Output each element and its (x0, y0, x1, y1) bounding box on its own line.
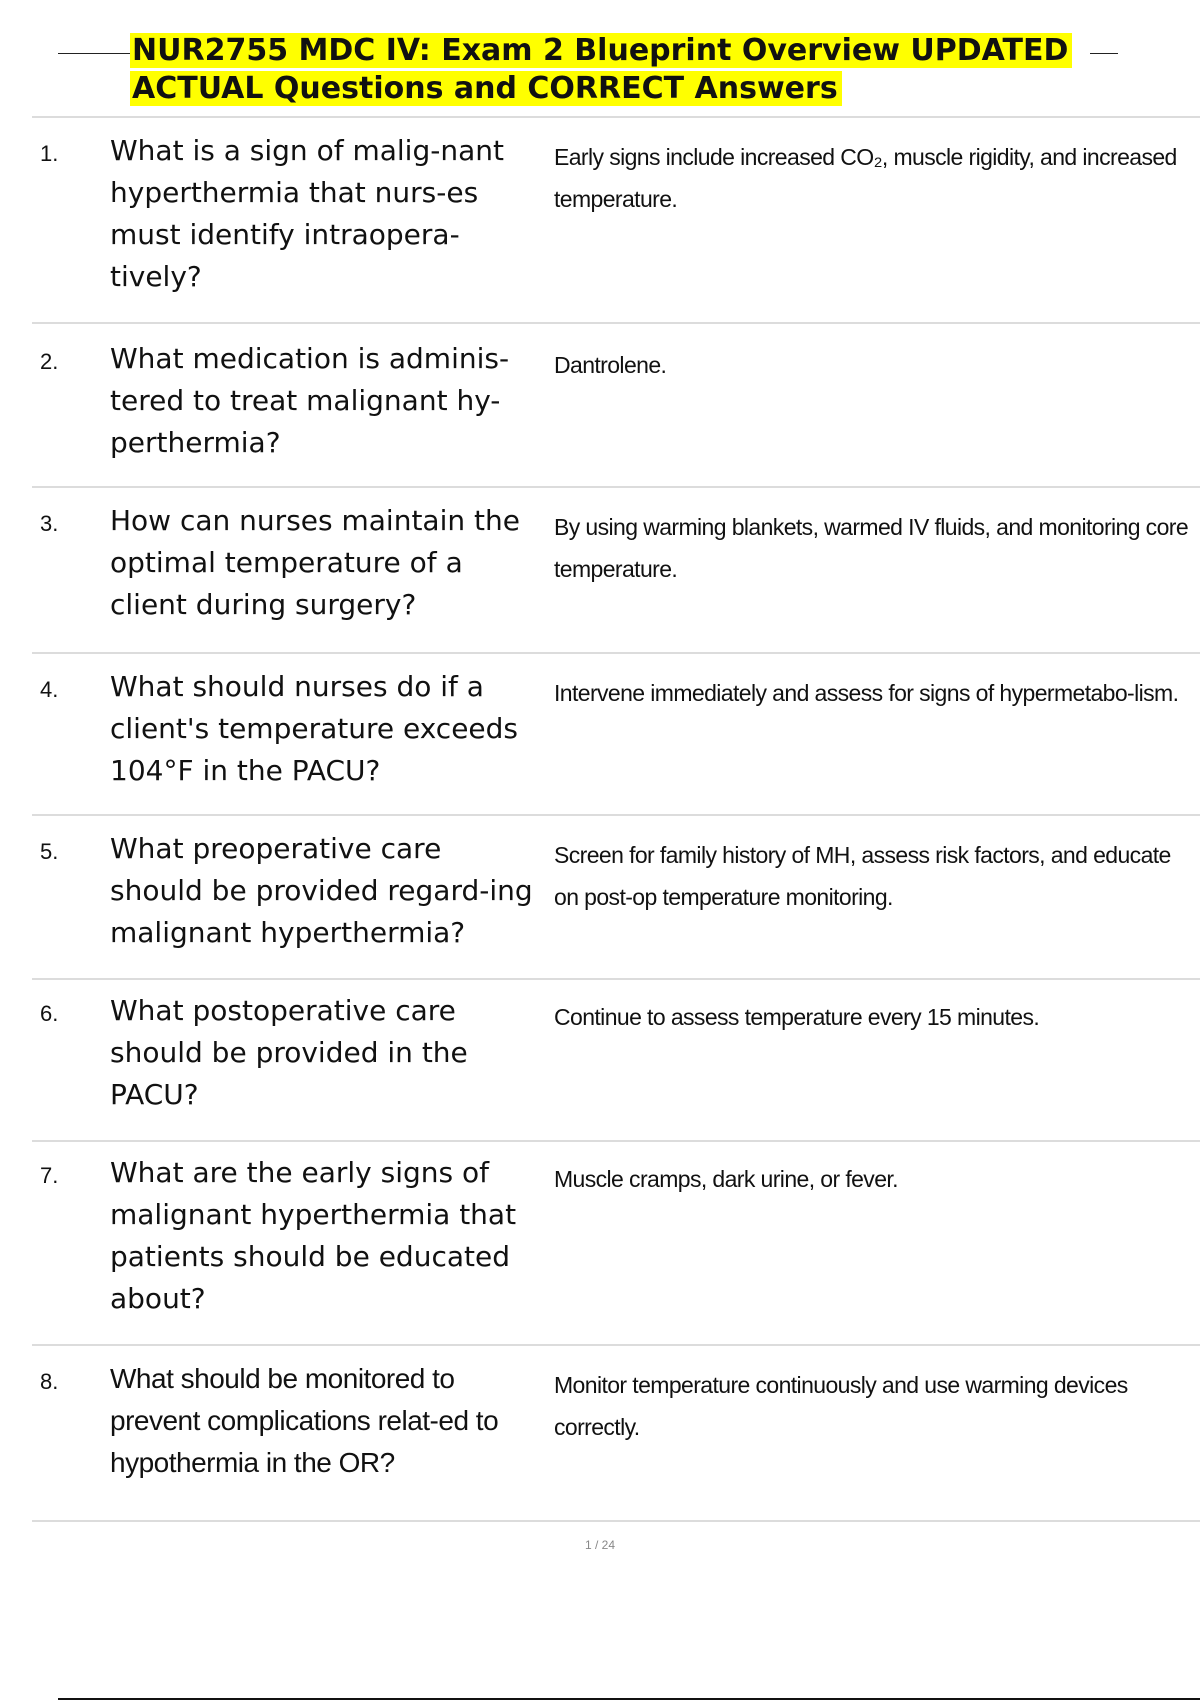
page-indicator: 1 / 24 (584, 1538, 616, 1552)
question-text: What are the early signs of malignant hyperthermia that patients should be educated about? (110, 1156, 517, 1315)
item-number: 5. (40, 839, 59, 864)
item-number: 4. (40, 677, 59, 702)
answer-text: Early signs include increased CO₂, muscle rigidity, and increased temperature. (554, 144, 1177, 212)
question-text: How can nurses maintain the optimal temperature of a client during surgery? (110, 504, 520, 621)
answer-text: Screen for family history of MH, assess risk factors, and educate on post-op temperature monitoring. (554, 842, 1171, 910)
title-line-1: NUR2755 MDC IV: Exam 2 Blueprint Overview UPDATED (130, 33, 1072, 68)
row-divider (32, 978, 1200, 980)
row-divider (32, 322, 1200, 324)
row-divider (32, 652, 1200, 654)
item-number: 7. (40, 1163, 59, 1188)
row-divider (32, 1344, 1200, 1346)
question-text: What should be monitored to prevent complications relat-ed to hypothermia in the OR? (110, 1363, 499, 1478)
row-divider (32, 486, 1200, 488)
question-text: What should nurses do if a client's temperature exceeds 104°F in the PACU? (110, 670, 519, 787)
item-number: 1. (40, 141, 59, 166)
row-divider (32, 1520, 1200, 1522)
header-rule-right (1090, 53, 1118, 54)
question-text: What is a sign of malig-nant hyperthermia that nurs-es must identify intraopera-tively? (110, 134, 504, 293)
answer-text: Intervene immediately and assess for signs of hypermetabo-lism. (554, 680, 1179, 706)
row-divider (32, 1140, 1200, 1142)
answer-text: Monitor temperature continuously and use warming devices correctly. (554, 1372, 1128, 1440)
question-text: What medication is adminis-tered to treat malignant hy-perthermia? (110, 342, 510, 459)
document-header (58, 32, 1118, 112)
answer-text: Continue to assess temperature every 15 minutes. (554, 1004, 1040, 1030)
header-rule-left (58, 53, 130, 54)
answer-text: Dantrolene. (554, 352, 667, 378)
item-number: 3. (40, 511, 59, 536)
row-divider (32, 814, 1200, 816)
answer-text: Muscle cramps, dark urine, or fever. (554, 1166, 898, 1192)
row-divider (32, 116, 1200, 118)
document-title (130, 32, 1090, 108)
answer-text: By using warming blankets, warmed IV fluids, and monitoring core temperature. (554, 514, 1189, 582)
title-line-2: ACTUAL Questions and CORRECT Answers (130, 71, 842, 106)
question-text: What postoperative care should be provided in the PACU? (110, 994, 468, 1111)
item-number: 2. (40, 349, 59, 374)
item-number: 8. (40, 1369, 59, 1394)
item-number: 6. (40, 1001, 59, 1026)
question-text: What preoperative care should be provided regard-ing malignant hyperthermia? (110, 832, 533, 949)
